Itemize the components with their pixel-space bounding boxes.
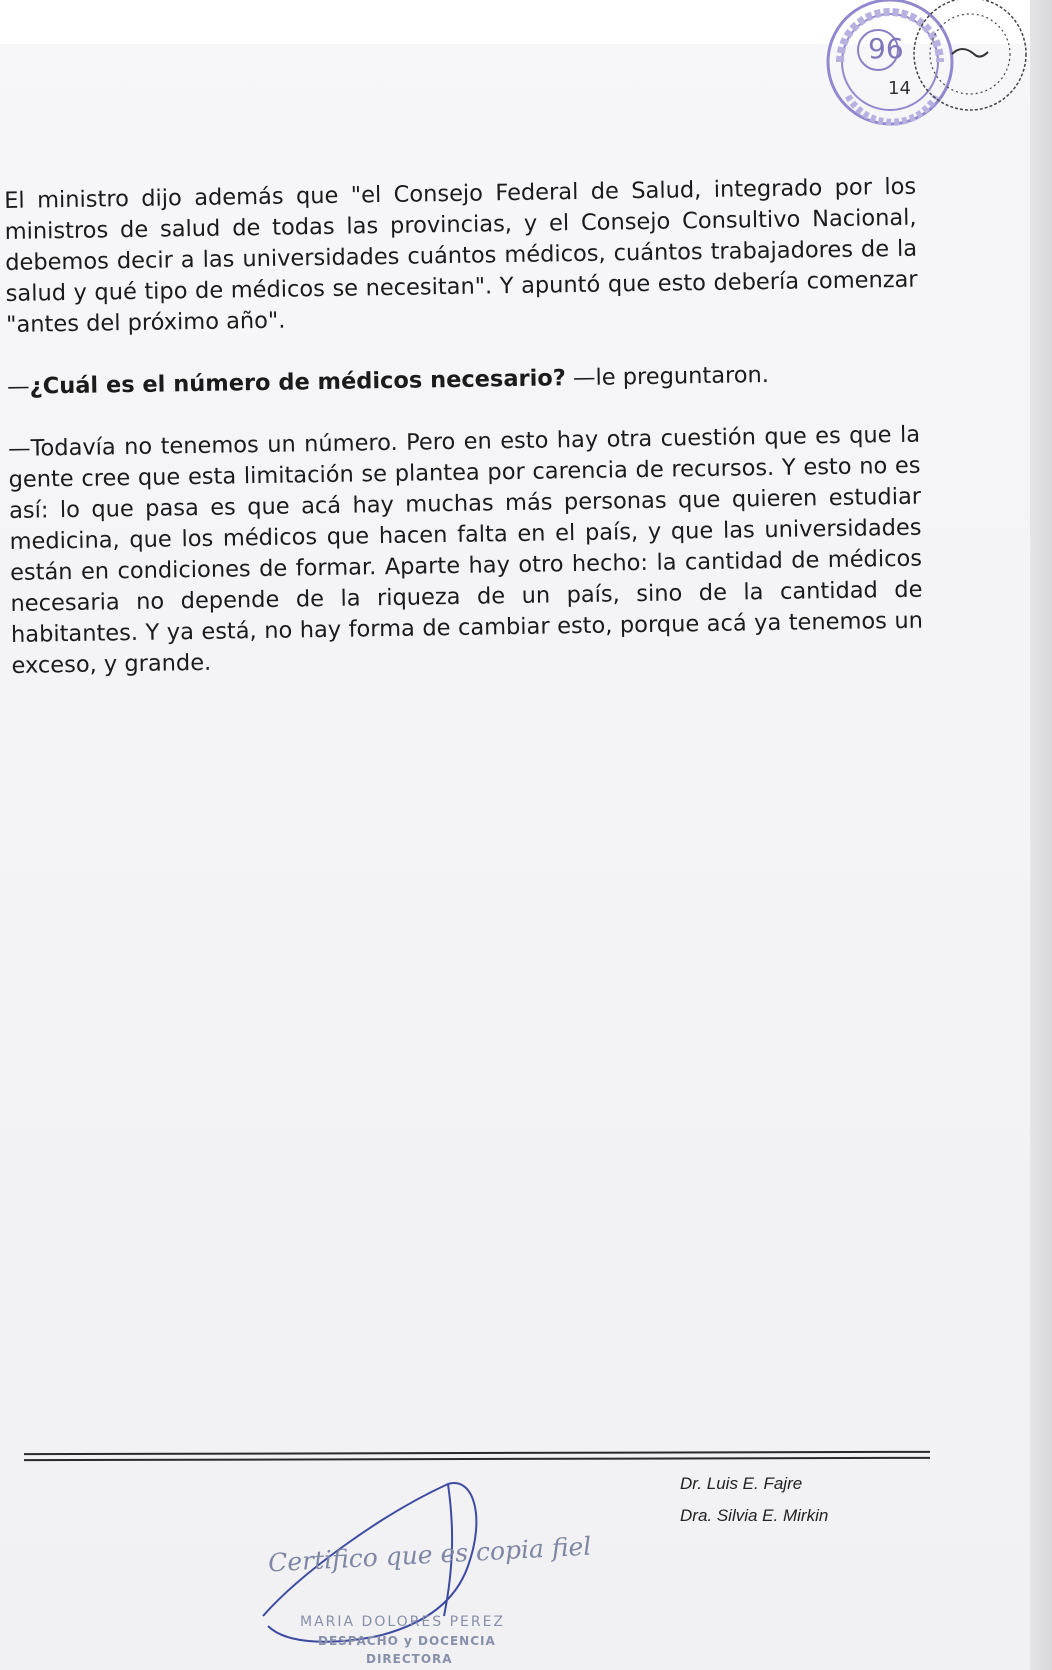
certifier-name: MARIA DOLORES PEREZ — [300, 1614, 506, 1630]
paragraph-respuesta: —Todavía no tenemos un número. Pero en esto hay otra cuestión que es que la gente cree que esta limitación se plantea por carencia de recursos. Y esto no es así: lo que pasa es que acá hay muchas más personas que quieren estudiar medicina, que los médicos que hacen falta en el país, y que las universidades están en condiciones de formar. Aparte hay otro hecho: la cantidad de médicos necesaria no depende de la riqueza de un país, sino de la cantidad de habitantes. Y ya está, no hay forma de cambiar esto, porque acá ya tenemos un exceso, y grande. — [7, 421, 924, 679]
question-dash: — — [6, 373, 30, 400]
reception-stamp — [912, 0, 1052, 132]
author-1: Dr. Luis E. Fajre — [680, 1474, 803, 1493]
question-bold: ¿Cuál es el número de médicos necesario? — [29, 365, 567, 400]
paragraph-ministro: El ministro dijo además que "el Consejo Federal de Salud, integrado por los ministros de salud de todas las provincias, y el Consejo Consultivo Nacional, debemos decir a las universidades cuántos médicos, cuántos trabajadores de la salud y qué tipo de médicos se necesitan". Y apuntó que esto debería comenzar "antes del próximo año". — [4, 173, 918, 338]
question-line — [7, 358, 919, 403]
certifier-title: DIRECTORA — [366, 1652, 453, 1666]
scan-edge-shadow — [1030, 0, 1052, 1670]
certifier-department: DESPACHO y DOCENCIA — [318, 1634, 496, 1648]
stamp-folio-number: 96 — [868, 32, 904, 65]
certification-text: Certifico que es copia fiel — [267, 1531, 592, 1578]
author-2: Dra. Silvia E. Mirkin — [680, 1506, 829, 1525]
authors-block — [680, 1468, 828, 1532]
article-body — [4, 172, 924, 682]
question-rest: —le preguntaron. — [565, 362, 770, 392]
stamp-page-number: 14 — [888, 78, 911, 99]
